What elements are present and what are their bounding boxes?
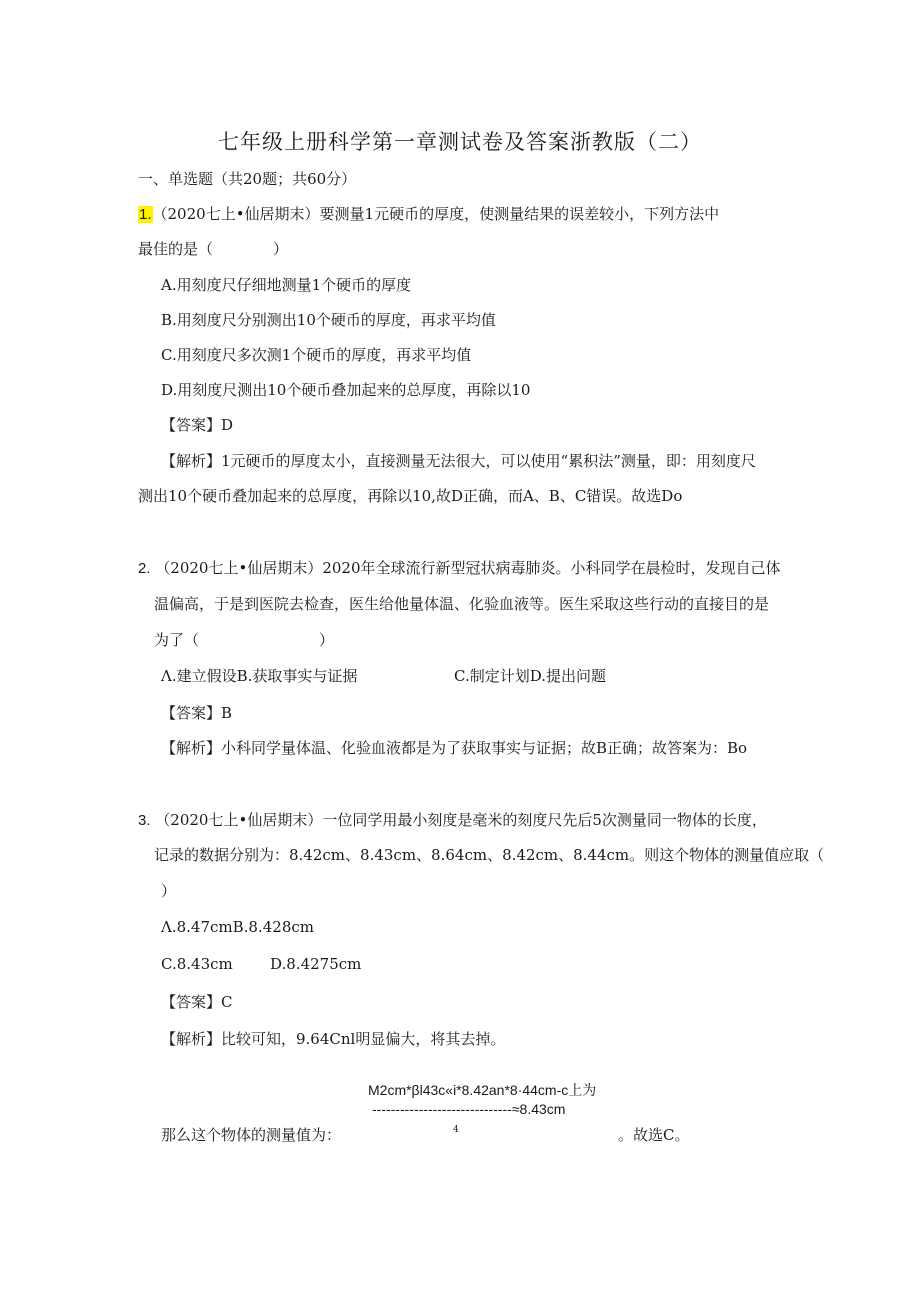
option-d: D.8.4275cm bbox=[270, 955, 362, 973]
answer: 【答案】C bbox=[161, 993, 233, 1011]
analysis-cont: 测出10个硬币叠加起来的总厚度，再除以10,故D正确，而A、B、C错误。故选Do bbox=[138, 487, 683, 505]
option-d: D.用刻度尺测出10个硬币叠加起来的总厚度，再除以10 bbox=[161, 381, 531, 399]
question-number: 2. bbox=[138, 560, 151, 577]
question-2 bbox=[138, 557, 781, 578]
question-stem: （2020七上•仙居期末）要测量1元硬币的厚度，使测量结果的误差较小，下列方法中 bbox=[152, 205, 720, 223]
conclusion-text: 那么这个物体的测量值为： bbox=[161, 1126, 342, 1144]
question-stem-cont: 记录的数据分别为：8.42cm、8.43cm、8.64cm、8.42cm、8.44cm。则这个物体的测量值应取（ bbox=[154, 846, 825, 864]
option-ab: Λ.8.47cmB.8.428cm bbox=[161, 918, 314, 936]
option-ab: Λ.建立假设B.获取事实与证据 bbox=[161, 667, 358, 685]
question-stem-cont: 最佳的是（ ） bbox=[138, 240, 289, 258]
formula-denominator: 4 bbox=[453, 1125, 459, 1135]
analysis: 【解析】小科同学量体温、化验血液都是为了获取事实与证据；故B正确；故答案为：Bo bbox=[161, 739, 748, 757]
analysis: 【解析】比较可知，9.64Cnl明显偏大，将其去掉。 bbox=[161, 1030, 506, 1048]
question-3 bbox=[138, 809, 767, 830]
conclusion-end: 。故选C。 bbox=[618, 1126, 690, 1144]
formula-numerator: M2cm*βl43c«i*8.42an*8·44cm-c上为 bbox=[368, 1082, 597, 1098]
analysis: 【解析】1元硬币的厚度太小，直接测量无法很大，可以使用“累积法”测量，即：用刻度尺 bbox=[161, 452, 756, 470]
question-number: 3. bbox=[138, 812, 151, 829]
formula-fraction-line: ------------------------------≈8.43cm bbox=[372, 1101, 566, 1117]
option-c: C.用刻度尺多次测1个硬币的厚度，再求平均值 bbox=[161, 346, 472, 364]
question-stem: （2020七上•仙居期末）一位同学用最小刻度是毫米的刻度尺先后5次测量同一物体的长度， bbox=[155, 811, 767, 829]
question-number: 1. bbox=[139, 206, 152, 223]
option-c: C.8.43cm bbox=[161, 955, 233, 973]
section-heading: 一、单选题（共20题；共60分） bbox=[138, 170, 357, 188]
question-stem-cont: 温偏高，于是到医院去检查，医生给他量体温、化验血液等。医生采取这些行动的直接目的是 bbox=[154, 595, 770, 613]
question-stem: （2020七上•仙居期末）2020年全球流行新型冠状病毒肺炎。小科同学在晨检时，发现自己体 bbox=[155, 559, 781, 577]
question-1 bbox=[138, 203, 719, 224]
answer: 【答案】B bbox=[161, 704, 233, 722]
answer: 【答案】D bbox=[161, 416, 234, 434]
question-stem-cont: 为了（ ） bbox=[154, 631, 335, 649]
option-a: A.用刻度尺仔细地测量1个硬币的厚度 bbox=[161, 276, 412, 294]
document-title: 七年级上册科学第一章测试卷及答案浙教版（二） bbox=[218, 130, 702, 154]
option-b: B.用刻度尺分别测出10个硬币的厚度，再求平均值 bbox=[161, 311, 496, 329]
option-cd: C.制定计划D.提出问题 bbox=[454, 667, 606, 685]
question-stem-cont: ） bbox=[161, 882, 177, 900]
